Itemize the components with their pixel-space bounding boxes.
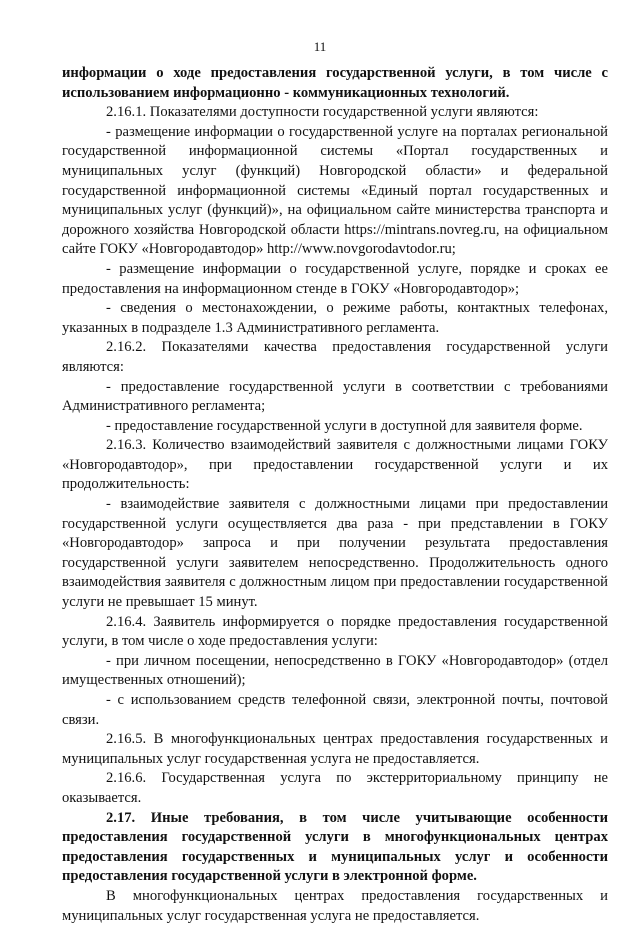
paragraph-bullet-location: - сведения о местонахождении, о режиме работы, контактных телефонах, указанных в подразделе 1.3 Административного регламента. [62,300,608,336]
section-heading-2-17: 2.17. Иные требования, в том числе учитывающие особенности предоставления государственной услуги в многофункциональных центрах предоставления государственных и муниципальных услуг и особенности предоставления государственной услуги в электронной форме. [62,809,608,885]
paragraph-bullet-info-stand: - размещение информации о государственной услуге, порядке и сроках ее предоставления на информационном стенде в ГОКУ «Новгородавтодор»; [62,260,608,297]
paragraph-mfc: В многофункциональных центрах предоставления государственных и муниципальных услуг государственная услуга не предоставляется. [62,887,608,924]
paragraph-bullet-personal-visit: - при личном посещении, непосредственно в ГОКУ «Новгородавтодор» (отдел имущественных отношений); [62,652,608,689]
paragraph-2-16-4: 2.16.4. Заявитель информируется о порядке предоставления государственной услуги, в том числе о ходе предоставления услуги: [62,613,608,650]
paragraph-2-16-6: 2.16.6. Государственная услуга по экстерриториальному принципу не оказывается. [62,770,608,806]
paragraph-2-16-1: 2.16.1. Показателями доступности государственной услуги являются: [106,104,539,121]
paragraph-bullet-communication: - с использованием средств телефонной связи, электронной почты, почтовой связи. [62,692,608,728]
paragraph-2-16-2: 2.16.2. Показателями качества предоставления государственной услуги являются: [62,339,608,375]
paragraph-2-16-5: 2.16.5. В многофункциональных центрах предоставления государственных и муниципальных услуг государственная услуга не предоставляется. [62,731,608,767]
document-body [62,64,608,926]
paragraph-bullet-interactions: - взаимодействие заявителя с должностными лицами при предоставлении государственной услуги осуществляется два раза - при представлении в ГОКУ «Новгородавтодор» запроса и при получении результата предоставления государственной услуги заявителем непосредственно. Продолжительность одного взаимодействия заявителя с должностным лицом при предоставлении государственной услуги не превышает 15 минут. [62,496,608,611]
paragraph-bullet-accessible-form: - предоставление государственной услуги в доступной для заявителя форме. [106,417,583,434]
paragraph-section-heading-continuation: информации о ходе предоставления государственной услуги, в том числе с использованием информационно - коммуникационных технологий. [62,65,608,101]
paragraph-bullet-compliance: - предоставление государственной услуги в соответствии с требованиями Административного регламента; [62,378,608,415]
paragraph-2-16-3: 2.16.3. Количество взаимодействий заявителя с должностными лицами ГОКУ «Новгородавтодор», при предоставлении государственной услуги и их продолжительность: [62,437,608,493]
paragraph-bullet-portals: - размещение информации о государственной услуге на порталах региональной государственной информационной системы «Портал государственных и муниципальных услуг (функций) Новгородской области» и федеральной государственной информационной системы «Единый портал государственных и муниципальных услуг (функций)», на официальном сайте министерства транспорта и дорожного хозяйства Новгородской области https://mintrans.novreg.ru, на официальном сайте ГОКУ «Новгородавтодор» http://www.novgorodavtodor.ru; [62,123,608,258]
page-number: 11 [313,39,327,54]
